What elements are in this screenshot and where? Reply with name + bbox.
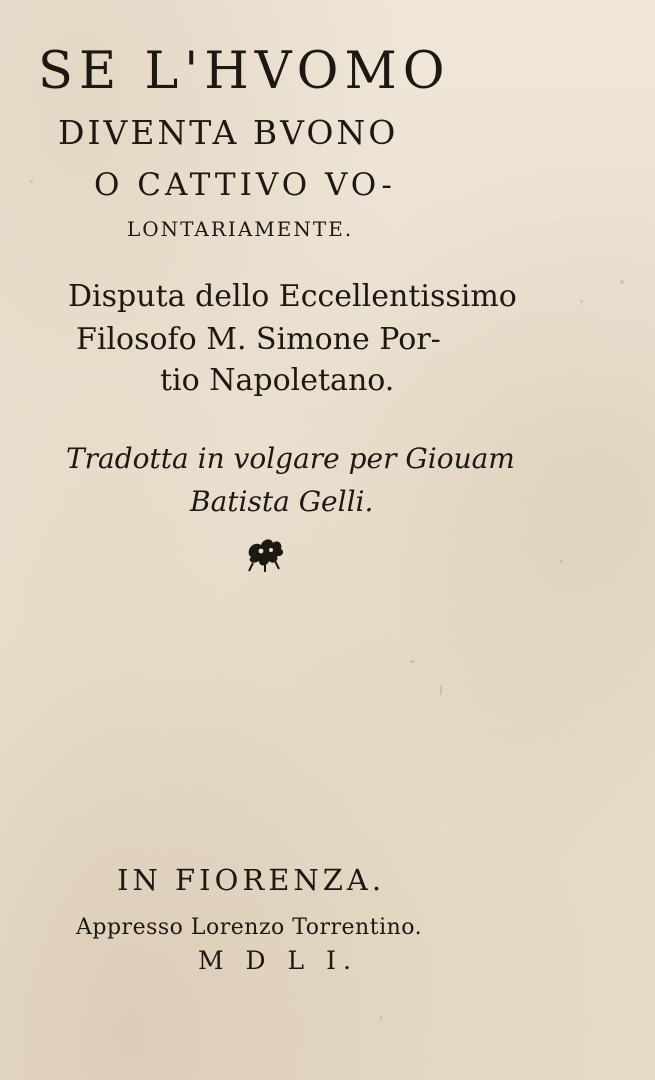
title-line-2: DIVENTA BVONO (58, 113, 399, 152)
translator-line-2: Batista Gelli. (190, 485, 374, 518)
subtitle-line-2: Filosofo M. Simone Por- (76, 322, 441, 357)
imprint-printer: Appresso Lorenzo Torrentino. (76, 915, 423, 940)
foxing-spot (560, 560, 563, 563)
fleuron-ornament-icon (243, 533, 287, 573)
subtitle-line-1: Disputa dello Eccellentissimo (68, 279, 517, 314)
subtitle-line-3: tio Napoletano. (160, 363, 395, 398)
foxing-spot (580, 300, 583, 303)
title-line-1: SE L'HVOMO (38, 42, 451, 101)
foxing-spot (380, 1015, 382, 1021)
imprint-place: IN FIORENZA. (117, 863, 386, 897)
translator-line-1: Tradotta in volgare per Giouam (66, 442, 515, 475)
title-line-3: O CATTIVO VO- (94, 167, 396, 203)
foxing-spot (440, 685, 442, 695)
imprint-year: M D L I. (198, 946, 358, 975)
foxing-spot (620, 280, 624, 284)
foxing-spot (30, 180, 33, 183)
title-line-4: LONTARIAMENTE. (127, 217, 354, 241)
foxing-spot (410, 660, 415, 663)
